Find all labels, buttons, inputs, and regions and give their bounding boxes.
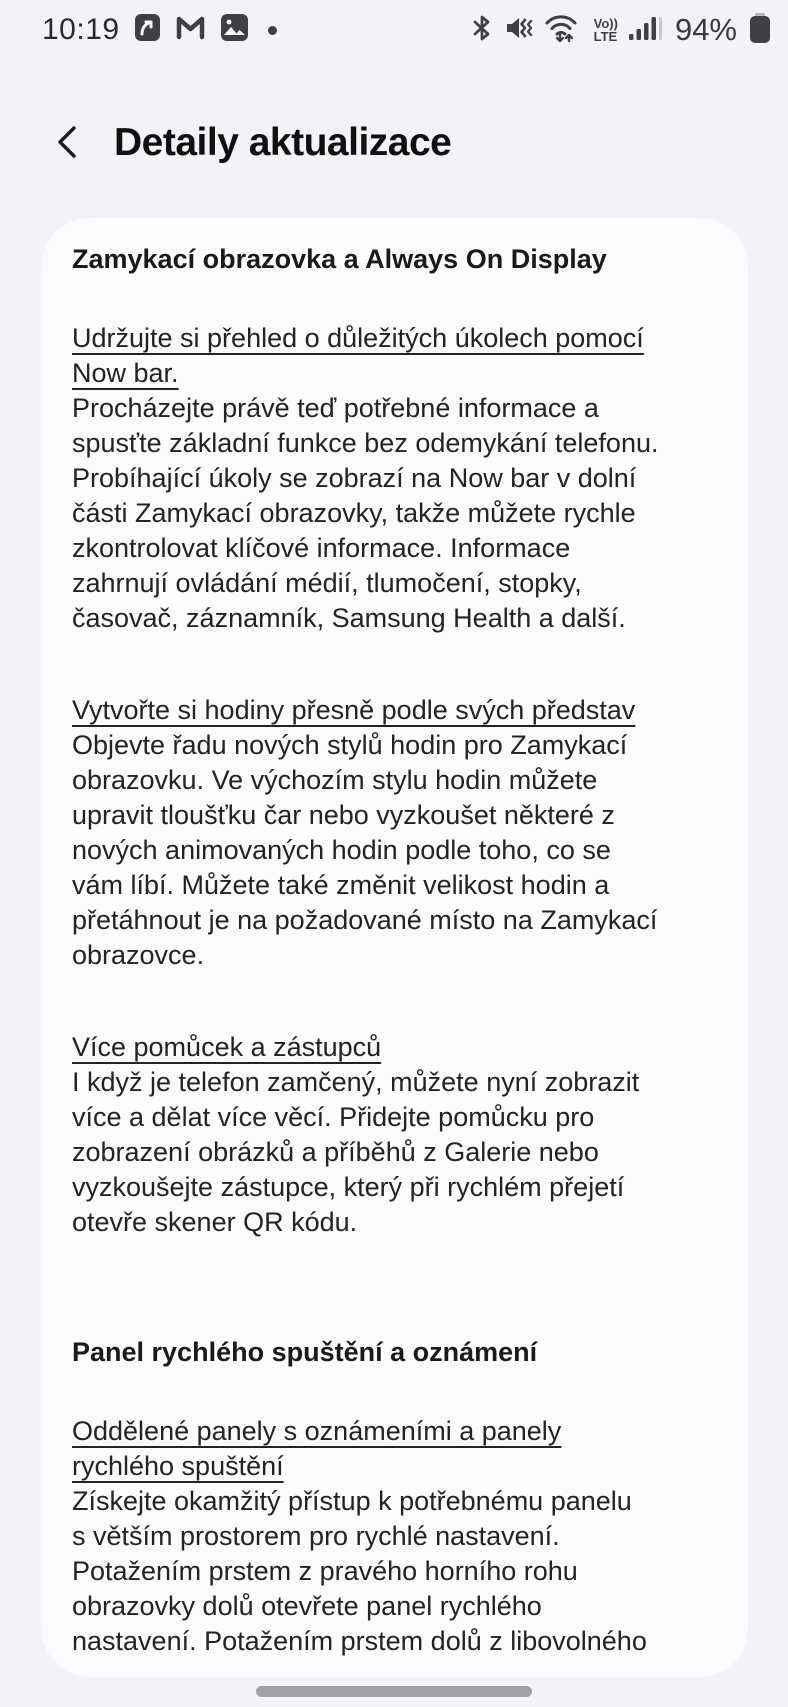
battery-percentage: 94% — [674, 12, 737, 47]
feature-body — [72, 728, 720, 973]
subtitle-line: Více pomůcek a zástupců — [72, 1032, 382, 1062]
vibrate-muted-icon — [504, 12, 534, 49]
body-line: nastavení. Potažením prstem dolů z libovolného — [72, 1626, 647, 1656]
wifi-icon — [543, 11, 585, 50]
app-header — [0, 104, 788, 182]
gmail-icon — [175, 12, 206, 48]
more-notifications-dot — [268, 26, 277, 35]
body-line: vám líbí. Můžete také změnit velikost hodin a — [72, 870, 610, 900]
body-line: obrazovky dolů otevřete panel rychlého — [72, 1591, 542, 1621]
home-indicator-handle[interactable] — [256, 1686, 532, 1697]
body-line: otevře skener QR kódu. — [72, 1207, 358, 1237]
body-line: zobrazení obrázků a příběhů z Galerie nebo — [72, 1137, 599, 1167]
body-line: zkontrolovat klíčové informace. Informace — [72, 533, 571, 563]
section-title: Panel rychlého spuštění a oznámení — [72, 1337, 538, 1367]
feature-body — [72, 1484, 720, 1659]
update-section — [72, 242, 720, 1240]
body-line: spusťte základní funkce bez odemykání telefonu. — [72, 428, 659, 458]
status-bar — [0, 0, 788, 60]
volte-line2: LTE — [593, 29, 618, 44]
subtitle-line: Oddělené panely s oznámeními a panely — [72, 1416, 562, 1446]
signal-strength-icon — [627, 12, 663, 49]
phone-call-icon — [133, 12, 162, 48]
status-bar-right — [469, 11, 774, 50]
body-line: s větším prostorem pro rychlé nastavení. — [72, 1521, 560, 1551]
body-line: přetáhnout je na požadované místo na Zamykací — [72, 905, 658, 935]
body-line: části Zamykací obrazovky, takže můžete rychle — [72, 498, 636, 528]
feature-body — [72, 391, 720, 636]
bluetooth-icon — [469, 12, 495, 49]
body-line: Procházejte právě teď potřebné informace a — [72, 393, 599, 423]
feature-subtitle — [72, 1414, 720, 1484]
section-title: Zamykací obrazovka a Always On Display — [72, 244, 607, 274]
feature-subtitle — [72, 321, 720, 391]
clock: 10:19 — [42, 13, 120, 46]
body-line: Objevte řadu nových stylů hodin pro Zamykací — [72, 730, 628, 760]
body-line: Potažením prstem z pravého horního rohu — [72, 1556, 578, 1586]
update-section — [72, 1335, 720, 1659]
page-title: Detaily aktualizace — [114, 121, 452, 164]
gallery-icon — [219, 12, 250, 48]
body-line: zahrnují ovládání médií, tlumočení, stopky, — [72, 568, 582, 598]
subtitle-line: Udržujte si přehled o důležitých úkolech pomocí — [72, 323, 644, 353]
update-details-card[interactable] — [42, 218, 748, 1677]
subtitle-line: Vytvořte si hodiny přesně podle svých představ — [72, 695, 636, 725]
subtitle-line: rychlého spuštění — [72, 1451, 284, 1481]
feature-body — [72, 1065, 720, 1240]
feature-item — [72, 693, 720, 973]
body-line: Získejte okamžitý přístup k potřebnému panelu — [72, 1486, 632, 1516]
battery-icon — [746, 11, 774, 50]
chevron-left-icon — [53, 124, 81, 163]
update-details-content — [72, 242, 720, 1659]
feature-subtitle — [72, 693, 720, 728]
subtitle-line: Now bar. — [72, 358, 179, 388]
status-bar-left — [42, 12, 277, 48]
body-line: Probíhající úkoly se zobrazí na Now bar v dolní — [72, 463, 637, 493]
feature-subtitle — [72, 1030, 720, 1065]
volte-line1: Vo)) — [593, 16, 618, 31]
body-line: vyzkoušejte zástupce, který při rychlém přejetí — [72, 1172, 625, 1202]
body-line: obrazovku. Ve výchozím stylu hodin můžete — [72, 765, 598, 795]
volte-indicator — [594, 17, 618, 43]
feature-item — [72, 1030, 720, 1240]
feature-item — [72, 321, 720, 636]
body-line: časovač, záznamník, Samsung Health a další. — [72, 603, 626, 633]
back-button[interactable] — [50, 123, 84, 163]
feature-item — [72, 1414, 720, 1659]
body-line: upravit tloušťku čar nebo vyzkoušet některé z — [72, 800, 615, 830]
body-line: nových animovaných hodin podle toho, co se — [72, 835, 611, 865]
body-line: I když je telefon zamčený, můžete nyní zobrazit — [72, 1067, 640, 1097]
body-line: více a dělat více věcí. Přidejte pomůcku pro — [72, 1102, 595, 1132]
body-line: obrazovce. — [72, 940, 205, 970]
